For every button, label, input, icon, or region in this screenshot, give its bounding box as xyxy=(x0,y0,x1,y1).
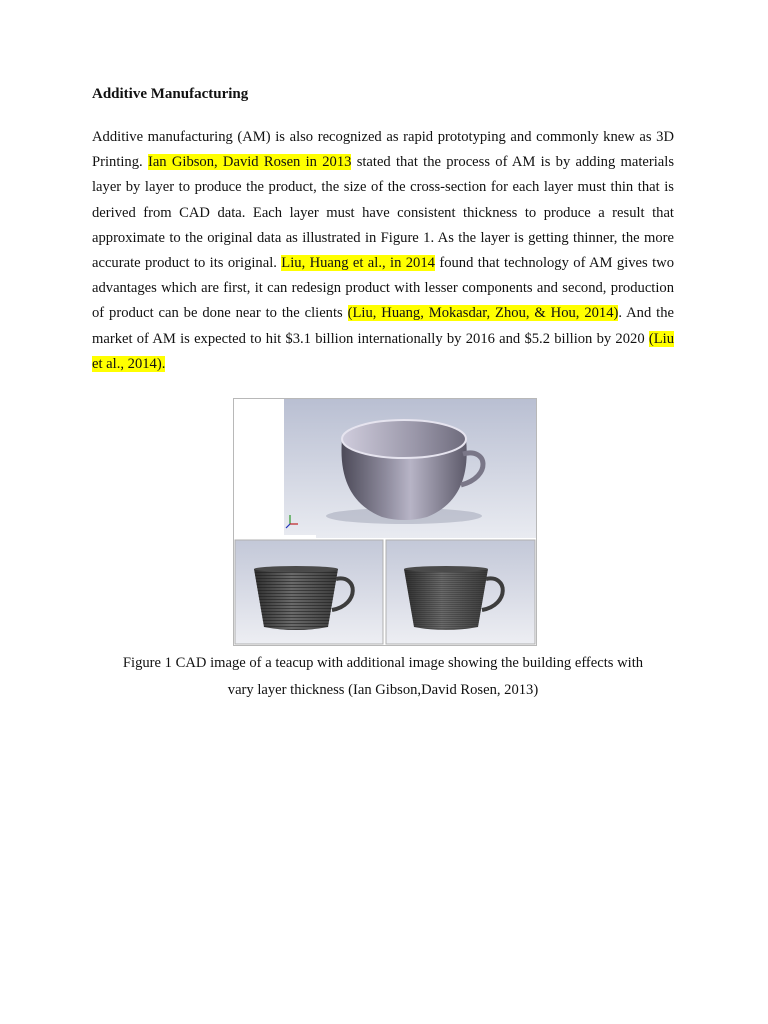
caption-line-2: vary layer thickness (Ian Gibson,David Rosen, 2013) xyxy=(227,682,539,698)
highlighted-citation: Liu, Huang et al., in 2014 xyxy=(281,255,435,272)
highlighted-citation: Ian Gibson, David Rosen in 2013 xyxy=(147,154,352,171)
paragraph-text: Additive manufacturing (AM) is also recognized as rapid prototyping and commonly knew as 3D Printing. xyxy=(92,129,674,171)
highlighted-citation: (Liu, Huang, Mokasdar, Zhou, & Hou, 2014) xyxy=(347,305,619,322)
paragraph-text: stated that the process of AM is by adding materials layer by layer to produce the product, the size of the cross-section for each layer must thin that is derived from CAD data. Each layer must have consistent thickness to produce a result that approximate to the original data as illustrated in Figure 1. As the layer is getting thinner, the more accurate product to its original. xyxy=(92,154,674,272)
section-heading: Additive Manufacturing xyxy=(92,86,249,102)
highlighted-citation: (Liu et al., 2014). xyxy=(92,330,674,372)
caption-line-1: Figure 1 CAD image of a teacup with additional image showing the building effects with xyxy=(122,655,644,671)
body-paragraph xyxy=(92,125,674,377)
paragraph-text: . And the market of AM is expected to hit $3.1 billion internationally by 2016 and $5.2 billion by 2020 xyxy=(92,305,674,347)
figure-caption xyxy=(92,650,674,704)
figure-1-image xyxy=(233,398,537,646)
paragraph-text: found that technology of AM gives two advantages which are first, it can redesign product with lesser components and second, production of product can be done near to the clients xyxy=(92,255,674,322)
